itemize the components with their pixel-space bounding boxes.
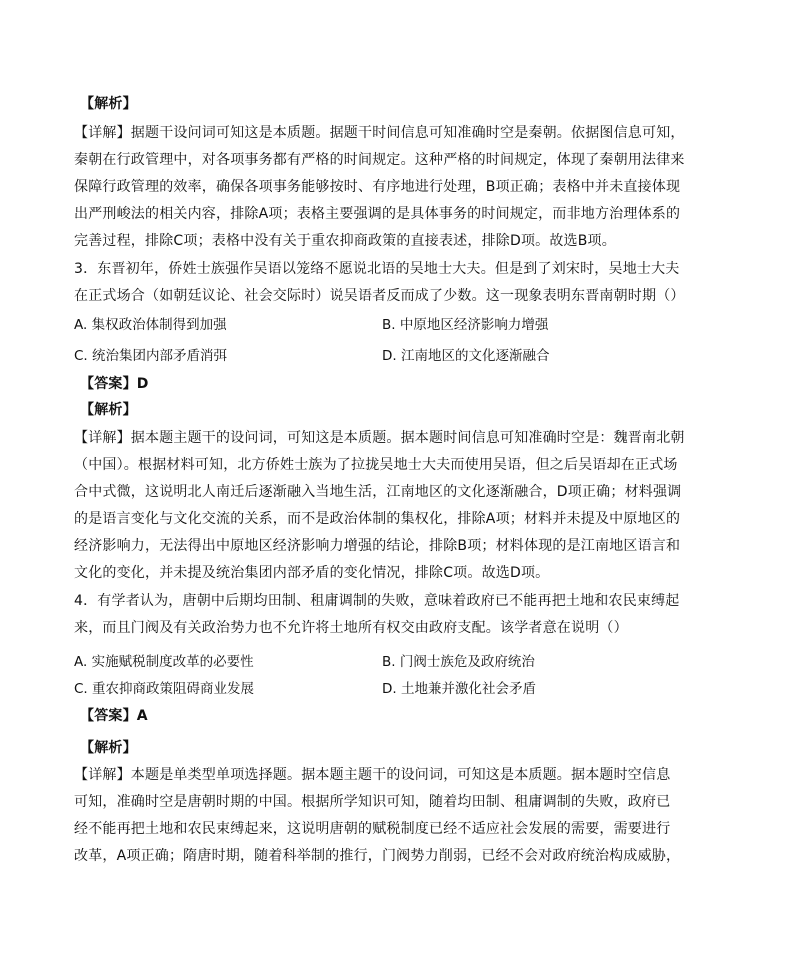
question-4-option-a: A. 实施赋税制度改革的必要性 xyxy=(74,654,254,670)
explanation-line: 合中式微，这说明北人南迁后逐渐融入当地生活，江南地区的文化逐渐融合，D项正确；材料强调 xyxy=(74,484,682,500)
explanation-line: 经不能再把土地和农民束缚起来，这说明唐朝的赋税制度已经不适应社会发展的需要，需要进行 xyxy=(74,821,671,837)
explanation-line: 的是语言变化与文化交流的关系，而不是政治体制的集权化，排除A项；材料并未提及中原地区的 xyxy=(74,511,681,527)
analysis-label: 【解析】 xyxy=(80,402,137,418)
question-4-stem: 4．有学者认为，唐朝中后期均田制、租庸调制的失败，意味着政府已不能再把土地和农民束缚起 xyxy=(74,593,680,609)
question-3-stem: 3．东晋初年，侨姓士族强作吴语以笼络不愿说北语的吴地士大夫。但是到了刘宋时，吴地士大夫 xyxy=(74,261,680,277)
explanation-line: 改革，A项正确；隋唐时期，随着科举制的推行，门阀势力削弱，已经不会对政府统治构成威胁， xyxy=(74,848,681,864)
question-3-option-c: C. 统治集团内部矛盾消弭 xyxy=(74,348,228,364)
explanation-line: 文化的变化，并未提及统治集团内部矛盾的变化情况，排除C项。故选D项。 xyxy=(74,565,550,581)
explanation-line: 秦朝在行政管理中，对各项事务都有严格的时间规定。这种严格的时间规定，体现了秦朝用法律来 xyxy=(74,152,685,168)
explanation-line: 可知，准确时空是唐朝时期的中国。根据所学知识可知，随着均田制、租庸调制的失败，政府已 xyxy=(74,794,671,810)
question-3-option-a: A. 集权政治体制得到加强 xyxy=(74,317,227,333)
answer-label: 【答案】D xyxy=(80,376,149,392)
analysis-label: 【解析】 xyxy=(80,740,137,756)
question-4-option-b: B. 门阀士族危及政府统治 xyxy=(382,654,535,670)
explanation-line: 完善过程，排除C项；表格中没有关于重农抑商政策的直接表述，排除D项。故选B项。 xyxy=(74,233,616,249)
question-3-option-b: B. 中原地区经济影响力增强 xyxy=(382,317,549,333)
explanation-line: 【详解】本题是单类型单项选择题。据本题主题干的设问词，可知这是本质题。据本题时空信息 xyxy=(74,767,671,783)
explanation-line: 保障行政管理的效率，确保各项事务能够按时、有序地进行处理，B项正确；表格中并未直接体现 xyxy=(74,179,681,195)
explanation-line: 出严刑峻法的相关内容，排除A项；表格主要强调的是具体事务的时间规定，而非地方治理体系的 xyxy=(74,206,681,222)
question-4-option-d: D. 土地兼并激化社会矛盾 xyxy=(382,681,536,697)
explanation-line: 【详解】据题干设问词可知这是本质题。据题干时间信息可知准确时空是秦朝。依据图信息可知， xyxy=(74,125,685,141)
explanation-line: 【详解】据本题主题干的设问词，可知这是本质题。据本题时间信息可知准确时空是：魏晋南北朝 xyxy=(74,430,685,446)
answer-label: 【答案】A xyxy=(80,708,148,724)
explanation-line: 经济影响力，无法得出中原地区经济影响力增强的结论，排除B项；材料体现的是江南地区语言和 xyxy=(74,538,681,554)
question-4-stem: 来，而且门阀及有关政治势力也不允许将土地所有权交由政府支配。该学者意在说明（） xyxy=(74,620,628,636)
question-3-option-d: D. 江南地区的文化逐渐融合 xyxy=(382,348,550,364)
analysis-label: 【解析】 xyxy=(80,96,137,112)
question-3-stem: 在正式场合（如朝廷议论、社会交际时）说吴语者反而成了少数。这一现象表明东晋南朝时期（） xyxy=(74,288,685,304)
explanation-line: （中国）。根据材料可知，北方侨姓士族为了拉拢吴地士大夫而使用吴语，但之后吴语却在正式场 xyxy=(74,457,678,473)
question-4-option-c: C. 重农抑商政策阻碍商业发展 xyxy=(74,681,255,697)
